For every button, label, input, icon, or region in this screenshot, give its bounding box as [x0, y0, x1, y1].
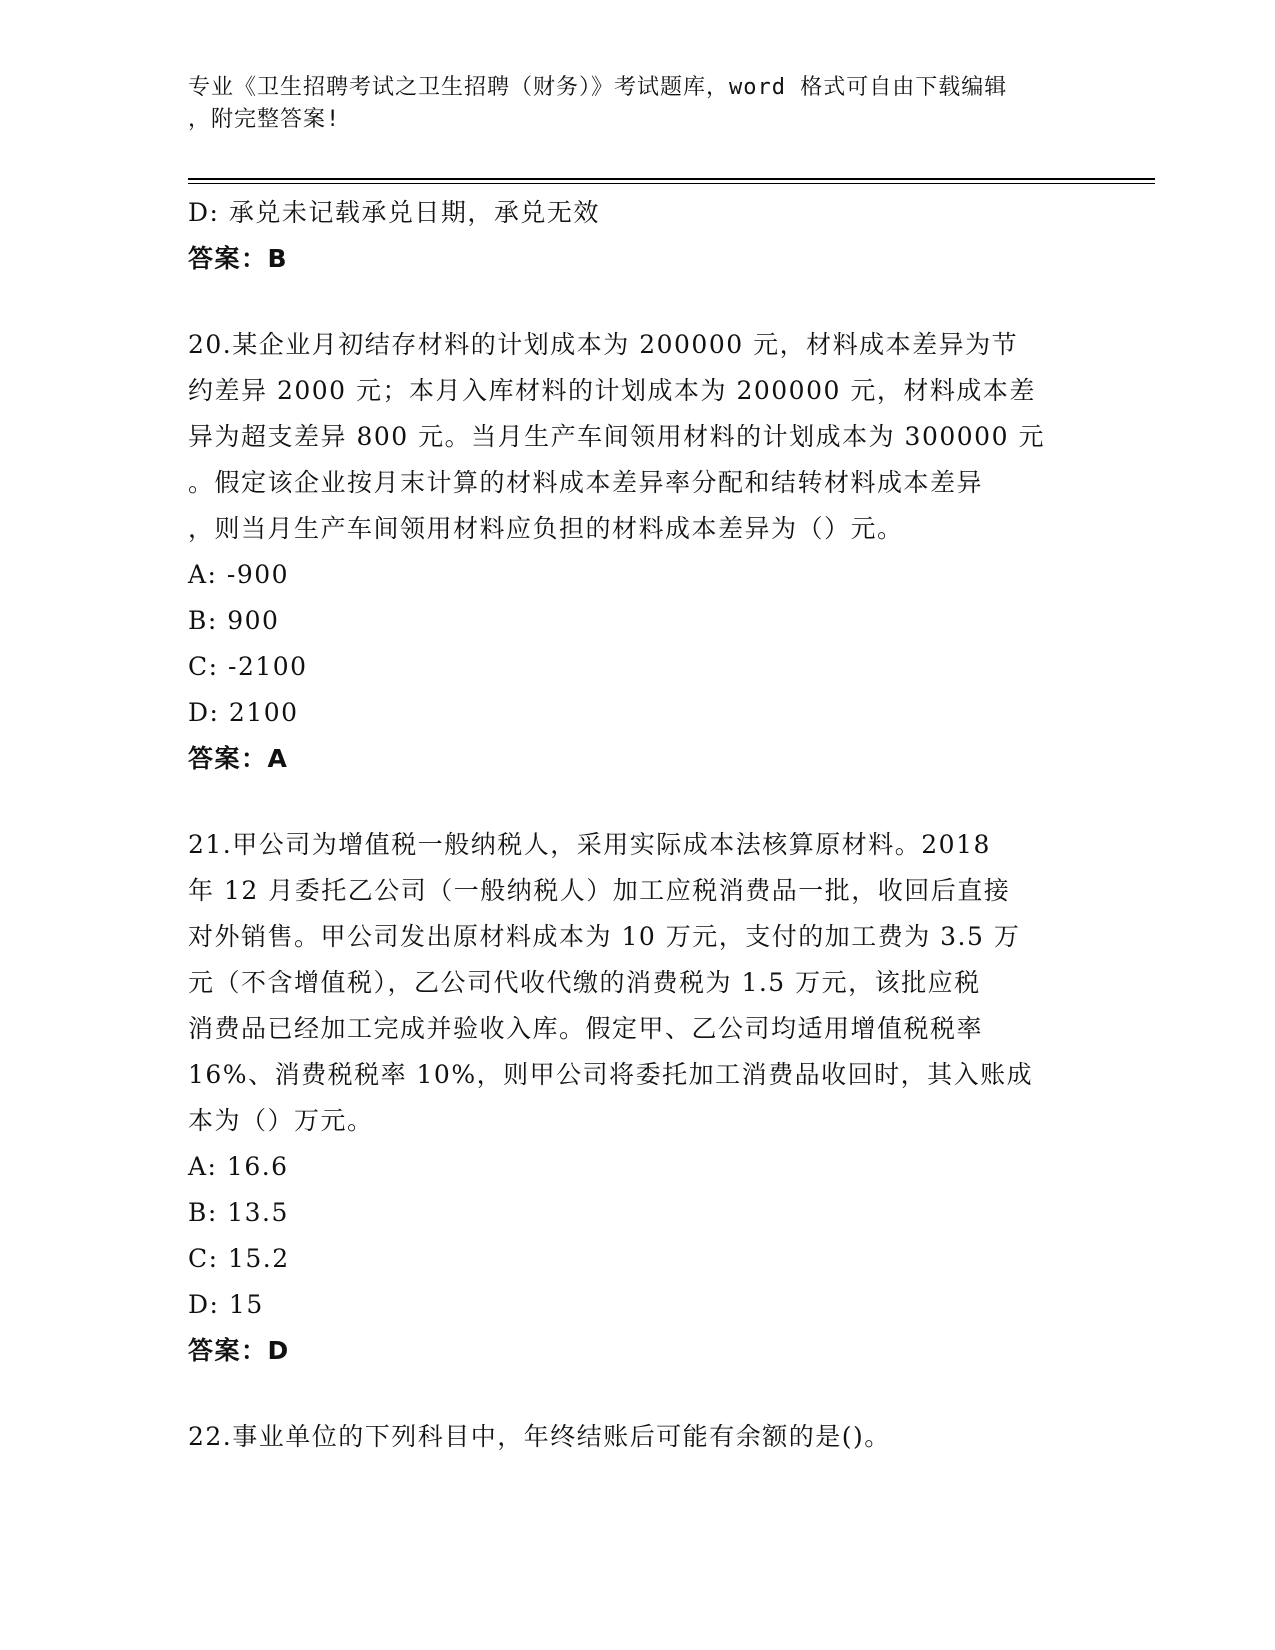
option-c: C: 15.2 [188, 1244, 290, 1273]
option-d: D: 15 [188, 1290, 264, 1319]
question-text-line: 异为超支差异 800 元。当月生产车间领用材料的计划成本为 300000 元 [188, 422, 1045, 451]
question-text-line: 。假定该企业按月末计算的材料成本差异率分配和结转材料成本差异 [188, 468, 984, 497]
question-20 [188, 322, 1078, 782]
question-text-line: 16%、消费税税率 10%，则甲公司将委托加工消费品收回时，其入账成 [188, 1060, 1034, 1089]
option-b: B: 900 [188, 606, 280, 635]
question-text-line: 22.事业单位的下列科目中，年终结账后可能有余额的是()。 [188, 1422, 891, 1451]
document-header [188, 72, 1088, 136]
question-text-line: 元（不含增值税），乙公司代收代缴的消费税为 1.5 万元，该批应税 [188, 968, 981, 997]
question-text-line: 年 12 月委托乙公司（一般纳税人）加工应税消费品一批，收回后直接 [188, 876, 1011, 905]
question-text-line: 约差异 2000 元；本月入库材料的计划成本为 200000 元，材料成本差 [188, 376, 1036, 405]
question-text-line: 20.某企业月初结存材料的计划成本为 200000 元，材料成本差异为节 [188, 330, 1019, 359]
header-line: ，附完整答案! [188, 107, 341, 132]
question-21 [188, 822, 1078, 1374]
header-divider [188, 178, 1155, 180]
header-divider-thin [188, 183, 1155, 184]
option-b: B: 13.5 [188, 1198, 289, 1227]
question-text-line: 消费品已经加工完成并验收入库。假定甲、乙公司均适用增值税税率 [188, 1014, 984, 1043]
option-c: C: -2100 [188, 652, 308, 681]
question-text-line: 21.甲公司为增值税一般纳税人，采用实际成本法核算原材料。2018 [188, 830, 991, 859]
question-text-line: 对外销售。甲公司发出原材料成本为 10 万元，支付的加工费为 3.5 万 [188, 922, 1021, 951]
question-22 [188, 1414, 1078, 1460]
option-d: D: 承兑未记载承兑日期，承兑无效 [188, 198, 600, 227]
answer: 答案：D [188, 1336, 290, 1365]
option-d: D: 2100 [188, 698, 299, 727]
answer: 答案：A [188, 744, 289, 773]
answer: 答案：B [188, 244, 289, 273]
question-content [188, 190, 1078, 1460]
question-text-line: 本为（）万元。 [188, 1106, 374, 1135]
option-a: A: 16.6 [188, 1152, 289, 1181]
header-line: 专业《卫生招聘考试之卫生招聘（财务）》考试题库，word 格式可自由下载编辑 [188, 75, 1008, 100]
option-a: A: -900 [188, 560, 290, 589]
question-text-line: ，则当月生产车间领用材料应负担的材料成本差异为（）元。 [188, 514, 904, 543]
